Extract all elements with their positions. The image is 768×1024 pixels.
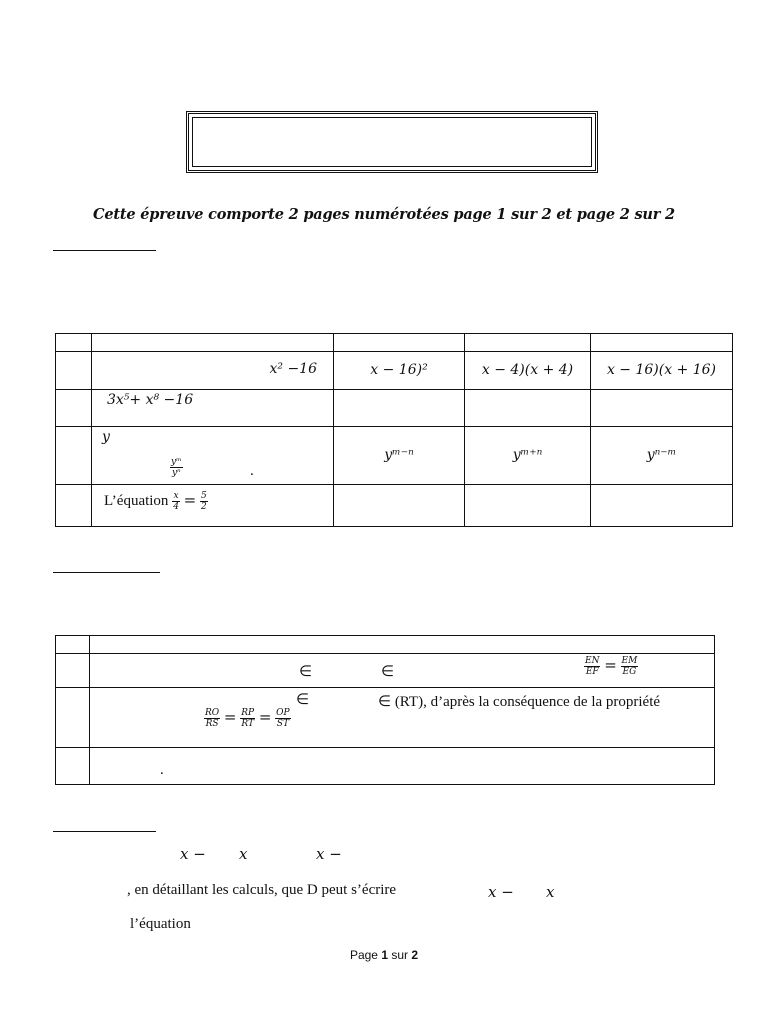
answer-c: yⁿ⁻ᵐ bbox=[646, 447, 677, 463]
answer-a: yᵐ⁻ⁿ bbox=[384, 447, 414, 463]
answer-cell-c bbox=[591, 427, 733, 485]
table-row bbox=[56, 688, 715, 748]
expression-fragment: x − bbox=[488, 883, 514, 901]
table-row bbox=[56, 654, 715, 688]
row-number-cell bbox=[56, 352, 92, 390]
answer-cell-a bbox=[334, 427, 465, 485]
element-of-symbol: ∈ bbox=[296, 692, 310, 708]
question-expression: x² −16 bbox=[269, 361, 317, 377]
exercise-1-heading-underline bbox=[53, 250, 156, 251]
exercise-3-heading-underline bbox=[53, 831, 156, 832]
answer-cell-b bbox=[465, 390, 591, 427]
question-cell bbox=[92, 427, 334, 485]
table-row bbox=[56, 352, 733, 390]
expression-fragment: x − bbox=[316, 845, 342, 863]
answer-b: x − 4)(x + 4) bbox=[481, 362, 574, 378]
ratio-equality: $\frac{EN}{EF}$ = $\frac{EM}{EG}$ bbox=[585, 656, 638, 678]
answer-b: yᵐ⁺ⁿ bbox=[512, 447, 543, 463]
header-cell-number bbox=[56, 334, 92, 352]
header-cell-number bbox=[56, 636, 90, 654]
question-variable: y bbox=[102, 429, 110, 445]
instruction-text: l’équation bbox=[130, 916, 191, 932]
table-header-row bbox=[56, 636, 715, 654]
header-cell-question bbox=[92, 334, 334, 352]
page-footer: Page 1 sur 2 bbox=[349, 948, 419, 962]
question-fraction: $\frac{\text{yᵐ}}{\text{yⁿ}}$ bbox=[171, 457, 182, 478]
page-count-note: Cette épreuve comporte 2 pages numérotées page 1 sur 2 et page 2 sur 2 bbox=[93, 206, 675, 223]
header-cell-statement bbox=[90, 636, 715, 654]
title-frame bbox=[186, 111, 598, 173]
statement-cell bbox=[90, 654, 715, 688]
current-page-number: 1 bbox=[381, 948, 388, 962]
statement-cell bbox=[90, 748, 715, 785]
table-header-row bbox=[56, 334, 733, 352]
total-page-number: 2 bbox=[411, 948, 419, 962]
row-number-cell bbox=[56, 427, 92, 485]
ratio-equality: $\frac{RO}{RS}$ = $\frac{RP}{RT}$ = $\frac{OP}{ST}$ bbox=[205, 708, 290, 730]
title-frame-inner bbox=[192, 117, 592, 167]
answer-cell-c bbox=[591, 390, 733, 427]
element-of-symbol: ∈ bbox=[381, 664, 395, 680]
header-cell-b bbox=[465, 334, 591, 352]
question-dot: . bbox=[250, 463, 254, 479]
expression-fragment: x − bbox=[180, 845, 206, 863]
equation-fraction-left: $\frac{x}{4}$ bbox=[173, 491, 179, 513]
answer-c: x − 16)(x + 16) bbox=[606, 362, 717, 378]
answer-cell-b bbox=[465, 427, 591, 485]
answer-cell-b bbox=[465, 352, 591, 390]
answer-cell-a bbox=[334, 485, 465, 527]
qcm-table-1 bbox=[55, 333, 733, 527]
statement-dot: . bbox=[160, 762, 164, 778]
row-number-cell bbox=[56, 390, 92, 427]
header-cell-a bbox=[334, 334, 465, 352]
answer-cell-c bbox=[591, 485, 733, 527]
answer-cell-c bbox=[591, 352, 733, 390]
row-number-cell bbox=[56, 748, 90, 785]
question-cell bbox=[92, 352, 334, 390]
header-cell-c bbox=[591, 334, 733, 352]
question-expression: 3x⁵+ x⁸ −16 bbox=[107, 392, 194, 408]
answer-cell-a bbox=[334, 390, 465, 427]
expression-fragment: x bbox=[546, 883, 555, 901]
question-cell bbox=[92, 390, 334, 427]
equation-fraction-right: $\frac{5}{2}$ bbox=[201, 491, 207, 513]
table-row bbox=[56, 427, 733, 485]
answer-a: x − 16)² bbox=[370, 362, 428, 378]
table-row bbox=[56, 748, 715, 785]
expression-fragment: x bbox=[239, 845, 248, 863]
true-false-table bbox=[55, 635, 715, 785]
exercise-2-heading-underline bbox=[53, 572, 160, 573]
question-cell bbox=[92, 485, 334, 527]
instruction-text: , en détaillant les calculs, que D peut s’écrire bbox=[127, 882, 397, 898]
row-number-cell bbox=[56, 485, 92, 527]
statement-text: ∈ (RT), d’après la conséquence de la propriété bbox=[378, 694, 661, 710]
row-number-cell bbox=[56, 654, 90, 688]
answer-cell-a bbox=[334, 352, 465, 390]
row-number-cell bbox=[56, 688, 90, 748]
element-of-symbol: ∈ bbox=[299, 664, 313, 680]
table-row bbox=[56, 390, 733, 427]
statement-cell bbox=[90, 688, 715, 748]
equation-question: L’équation $\frac{x}{4}$ = $\frac{5}{2}$ bbox=[104, 491, 207, 513]
table-row bbox=[56, 485, 733, 527]
answer-cell-b bbox=[465, 485, 591, 527]
